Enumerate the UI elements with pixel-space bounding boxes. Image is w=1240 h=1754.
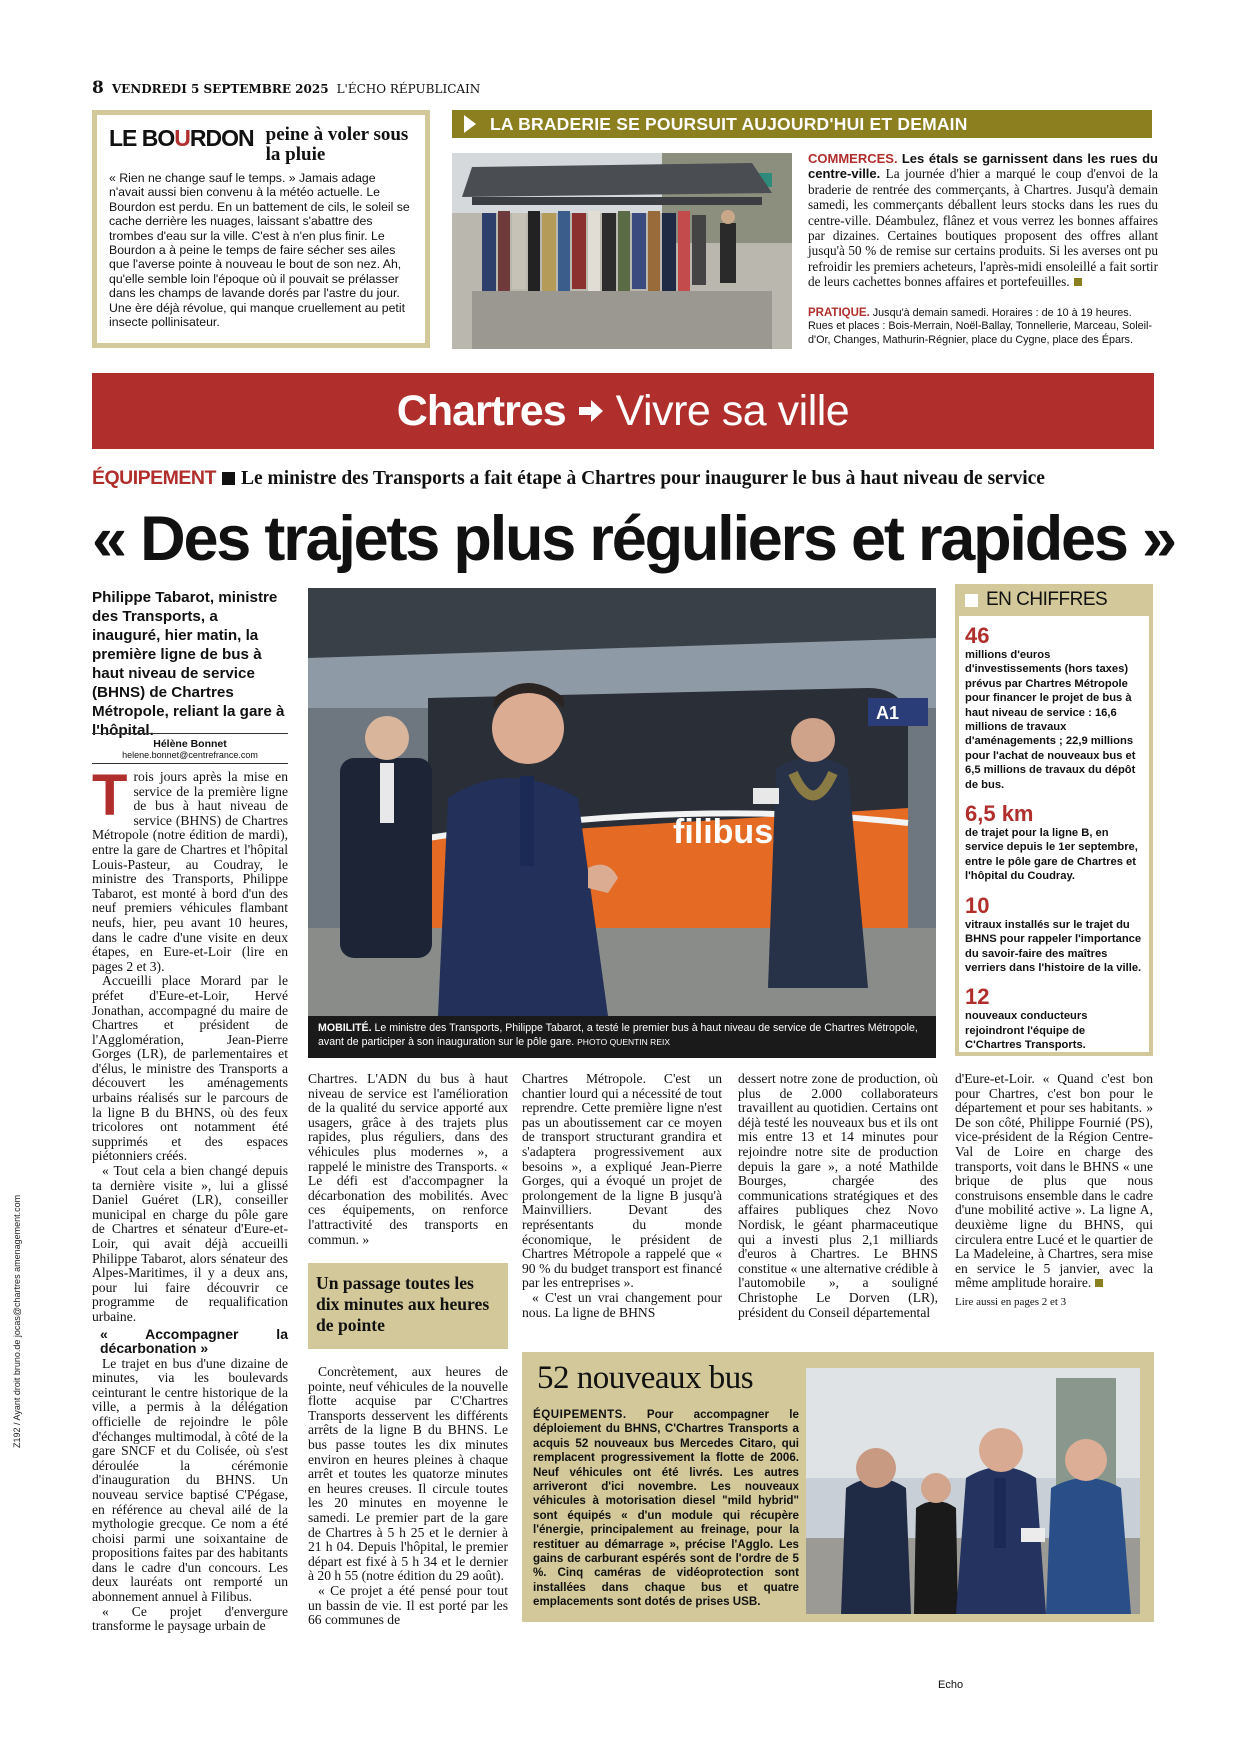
stop-sign-text: A1 bbox=[876, 703, 900, 723]
page-number: 8 bbox=[92, 78, 104, 98]
article-surtitle: Le ministre des Transports a fait étape à Chartres pour inaugurer le bus à haut niveau de service bbox=[240, 467, 1045, 489]
braderie-kicker: COMMERCES. bbox=[808, 151, 898, 166]
article-column-2-top bbox=[308, 1072, 508, 1247]
key-figure bbox=[959, 894, 1149, 976]
article-column-5 bbox=[955, 1072, 1153, 1310]
end-square-icon bbox=[1095, 1279, 1103, 1287]
article-chapo: Philippe Tabarot, ministre des Transports, a inauguré, hier matin, la première ligne de bus à haut niveau de service (BHNS) de Chartres Métropole, reliant la gare à l'hôpital. bbox=[92, 589, 285, 739]
edition-footer: Echo bbox=[938, 1679, 964, 1691]
caption-text: Le ministre des Transports, Philippe Tabarot, a testé le premier bus à haut niveau de service de Chartres Métropole, avant de participer à son inauguration sur le pôle gare. bbox=[318, 1022, 918, 1048]
paragraph: Chartres Métropole. C'est un chantier lourd qui a nécessité de tout reprendre. Cette première ligne n'est pas un aboutissement car ce moyen de transport structurant grandira et s'adaptera progressivement aux besoins », a expliqué Jean-Pierre Gorges, qui a évoqué un projet de prolongement de la ligne B jusqu'à Mainvilliers. Devant des représentants du monde économique, le président de Chartres Métropole a rappelé que « 90 % du budget transport est financé par les entreprises ». bbox=[522, 1071, 722, 1291]
article-headline: « Des trajets plus réguliers et rapides » bbox=[92, 504, 1175, 574]
figure-value: 10 bbox=[965, 892, 990, 918]
paragraph: Concrètement, aux heures de pointe, neuf véhicules de la nouvelle flotte acquise par C'Chartres Transports desservent les différents arrêts de la ligne B du BHNS. Le bus passe toutes les dix minutes environ en heures pleines à chaque arrêt et toutes les quatorze minutes en heures creuses. Il circule toutes les 20 minutes en moyenne le samedi. Le premier part de la gare de Chartres à 5 h 25 et le dernier à 21 h 04. Depuis l'hôpital, le premier départ est fixé à 5 h 34 et le dernier à 20 h 55 (notre édition du 29 août). bbox=[308, 1364, 508, 1584]
author-name: Hélène Bonnet bbox=[153, 738, 227, 750]
photo-credit: PHOTO QUENTIN REIX bbox=[577, 1036, 671, 1047]
new-buses-title: 52 nouveaux bus bbox=[537, 1360, 754, 1396]
paragraph: « Tout cela a bien changé depuis ta dernière visite », lui a glissé Daniel Guéret (LR), conseiller municipal en charge du pôle gare de Chartres et sénateur d'Eure-et-Loir, qui avait déjà accueilli Philippe Tabarot, alors sénateur des Alpes-Maritimes, il y a deux ans, pour lui faire découvrir ce programme de requalification urbaine. bbox=[92, 1163, 288, 1324]
article-column-4 bbox=[738, 1072, 938, 1320]
key-figures-box bbox=[955, 584, 1153, 1056]
paragraph: Le trajet en bus d'une dizaine de minutes, via les boulevards ceinturant le centre historique de la ville, a permis à la délégation officielle de rejoindre le pôle d'échanges multimodal, à côté de la gare SNCF et du Colisée, où s'est déroulée la cérémonie d'inauguration du BHNS. Un nouveau service baptisé C'Pégase, en référence au cheval ailé de la mythologie grecque. Ce nom a été choisi parmi une soixantaine de propositions faites par des habitants dans le cadre d'un concours. Les deux lauréats ont remporté un abonnement annuel à Filibus. bbox=[92, 1355, 288, 1605]
author-block bbox=[92, 733, 288, 764]
pull-quote: Un passage toutes les dix minutes aux heures de pointe bbox=[308, 1263, 508, 1349]
figure-text: millions d'euros d'investissements (hors taxes) prévus par Chartres Métropole pour financer le projet de bus à haut niveau de service : 16,6 millions de travaux d'aménagements ; 22,9 millions pour l'achat de nouveaux bus et 6,5 millions de travaux du dépôt de bus. bbox=[965, 649, 1136, 791]
paragraph: rois jours après la mise en service de la première ligne de bus à haut niveau de service (BHNS) de Chartres Métropole (notre édition de mardi), entre la gare de Chartres et l'hôpital Louis-Pasteur, au Coudray, le ministre des Transports, Philippe Tabarot, est monté à bord d'un des neuf premiers véhicules flambant neufs, hier, peu avant 10 heures, dans le cadre d'une visite en deux étapes, en Eure-et-Loir (lire en pages 2 et 3). bbox=[92, 769, 288, 974]
main-photo bbox=[308, 588, 936, 1016]
article-subhead: « Accompagner la décarbonation » bbox=[100, 1325, 288, 1356]
figure-value: 46 bbox=[965, 623, 990, 648]
braderie-title-bar bbox=[452, 110, 1152, 138]
bus-brand: filibus bbox=[673, 813, 774, 851]
see-also: Lire aussi en pages 2 et 3 bbox=[955, 1295, 1067, 1308]
officials-photo bbox=[806, 1368, 1140, 1614]
author-email: helene.bonnet@centrefrance.com bbox=[92, 750, 288, 764]
paragraph: d'Eure-et-Loir. « Quand c'est bon pour Chartres, c'est bon pour le département et pour ses habitants. » De son côté, Philippe Fournié (PS), vice-président de la Région Centre-Val de Loire en charge des transports, voit dans le BHNS « une brique de plus que nous construisons ensemble dans le cadre d'une mobilité active ». La ligne A, deuxième ligne du BHNS, qui circulera entre Lucé et le quartier de La Madeleine, à Chartres, sera mise en service le 5 janvier, avec la même amplitude horaire. bbox=[955, 1071, 1153, 1291]
section-banner bbox=[92, 373, 1154, 449]
caption-kicker: MOBILITÉ. bbox=[318, 1022, 372, 1034]
new-buses-body: Pour accompagner le déploiement du BHNS, C'Chartres Transports a acquis 52 nouveaux bus Mercedes Citaro, qui remplacent progressivement la flotte de 2006. Neuf véhicules ont été livrés. Les autres arriveront d'ici novembre. Les nouveaux véhicules à motorisation diesel "mild hybrid" sont équipés « d'un module qui récupère l'énergie, principalement au freinage, pour la restituer au démarrage », précise l'Agglo. Les gains de carburant espérés sont de l'ordre de 5 %. Cinq caméras de vidéoprotection sont installées dans chaque bus et quatre emplacements sont dotés de prises USB. bbox=[533, 1408, 799, 1609]
article-kicker: ÉQUIPEMENT bbox=[92, 467, 216, 489]
section-city: Chartres bbox=[396, 386, 566, 435]
pratique-kicker: PRATIQUE. bbox=[808, 307, 870, 319]
new-buses-text bbox=[533, 1408, 799, 1610]
paragraph: « Ce projet d'envergure transforme le paysage urbain de bbox=[92, 1603, 288, 1634]
bourdon-title: LE BOURDON bbox=[109, 125, 254, 151]
page-folio bbox=[92, 78, 480, 98]
braderie-pratique bbox=[808, 307, 1158, 347]
end-square-icon bbox=[1074, 278, 1082, 286]
key-figure bbox=[959, 802, 1149, 884]
new-buses-kicker: ÉQUIPEMENTS. bbox=[533, 1408, 627, 1421]
article-surtitle-line bbox=[92, 467, 1154, 490]
figure-value: 6,5 km bbox=[965, 801, 1034, 827]
pratique-text: Jusqu'à demain samedi. Horaires : de 10 à 19 heures. Rues et places : Bois-Merrain, Noël-Ballay, Tonnellerie, Marceau, Soleil-d'Or, Changes, Mathurin-Régnier, place du Cygne, place des Épars. bbox=[808, 307, 1153, 346]
square-icon bbox=[222, 472, 235, 485]
drop-cap: T bbox=[92, 763, 128, 828]
bourdon-subtitle: peine à voler sous la pluie bbox=[265, 124, 409, 165]
key-figures-title: EN CHIFFRES bbox=[986, 589, 1108, 610]
arrow-right-icon bbox=[464, 115, 476, 133]
figure-text: de trajet pour la ligne B, en service depuis le 1er septembre, entre le pôle gare de Chartres et l'hôpital du Coudray. bbox=[965, 827, 1138, 883]
paragraph: « C'est un vrai changement pour nous. La ligne de BHNS bbox=[522, 1289, 722, 1320]
braderie-lead: Les étals se garnissent dans les rues du centre-ville. bbox=[808, 151, 1158, 182]
arrow-right-icon bbox=[576, 396, 606, 426]
figure-text: nouveaux conducteurs rejoindront l'équipe de C'Chartres Transports. bbox=[965, 1010, 1088, 1052]
section-name: Vivre sa ville bbox=[615, 386, 850, 435]
square-icon bbox=[965, 594, 978, 607]
figure-value: 12 bbox=[965, 984, 990, 1010]
braderie-title: LA BRADERIE SE POURSUIT AUJOURD'HUI ET DEMAIN bbox=[490, 113, 968, 134]
braderie-body: La journée d'hier a marqué le coup d'envoi de la braderie de rentrée des commerçants, à Chartres. Jusqu'à demain samedi, les commerçants déballent leurs stocks dans les rues du centre-ville. Déambulez, flânez et vous verrez les bonnes affaires par dizaines. Certaines boutiques proposent des offres allant jusqu'à 50 % de remise sur certains produits. Si les averses ont pu refroidir les premiers acheteurs, l'après-midi ensoleillé a fait sortir de leurs cachettes bonnes affaires et portefeuilles. bbox=[808, 166, 1158, 290]
paragraph: Chartres. L'ADN du bus à haut niveau de service est l'amélioration de la qualité du service apporté aux usagers, grâce à des trajets plus rapides, plus réguliers, dans des véhicules plus modernes », a rappelé le ministre des Transports. « Le défi est d'accompagner la décarbonation des mobilités. Avec ces équipements, on renforce l'attractivité des transports en commun. » bbox=[308, 1071, 508, 1247]
bourdon-column bbox=[92, 110, 430, 348]
paper-name: L'ÉCHO RÉPUBLICAIN bbox=[336, 82, 481, 96]
bourdon-text: « Rien ne change sauf le temps. » Jamais adage n'avait aussi bien convenu à la météo actuelle. Le Bourdon est perdu. En un battement de cils, le soleil se cache derrière les nuages, laissant s'abattre des trombes d'eau sur la ville. C'est à n'en plus finir. Le Bourdon a à peine le temps de faire sécher ses ailes que l'averse pointe à nouveau le bout de son nez. Ah, qu'elle semble loin l'époque où il pouvait se prélasser dans les champs de lavande dorés par l'astre du jour. Une ère déjà révolue, qui manque cruellement au petit insecte pollinisateur. bbox=[109, 171, 410, 330]
braderie-photo bbox=[452, 153, 792, 349]
paragraph: dessert notre zone de production, où plus de 2.000 collaborateurs travaillent au quotidien. Certains ont déjà testé les nouveaux bus et ils ont mis entre 13 et 14 minutes pour rejoindre notre site de production depuis la gare », a noté Mathilde Bourges, chargée des communications stratégiques et des affaires publiques chez Novo Nordisk, le géant pharmaceutique qui a investi plus 2,1 milliards d'euros à Chartres. Le BHNS constitue « une alternative crédible à l'automobile », a souligné Christophe Le Dorven (LR), président du Conseil départemental bbox=[738, 1071, 938, 1320]
key-figure bbox=[959, 985, 1149, 1052]
issue-date: VENDREDI 5 SEPTEMBRE 2025 bbox=[111, 82, 329, 96]
article-column-1 bbox=[92, 763, 288, 1634]
key-figure bbox=[959, 624, 1149, 792]
main-photo-caption bbox=[308, 1016, 936, 1058]
article-column-2-bottom bbox=[308, 1365, 508, 1628]
braderie-article bbox=[808, 151, 1158, 290]
paragraph: Accueilli place Morard par le préfet d'Eure-et-Loir, Hervé Jonathan, accompagné du maire de Chartres et président de l'Agglomération, Jean-Pierre Gorges (LR), de parlementaires et d'élus, le ministre des Transports a découvert les aménagements urbains réalisés sur le parcours de la ligne B du BHNS, où des feux tricolores ont notamment été supprimés et des espaces piétonniers créés. bbox=[92, 973, 288, 1164]
rights-margin-text: Z192 / Ayant droit bruno.de jocas@chartres amenagement.com bbox=[12, 1194, 22, 1448]
paragraph: « Ce projet a été pensé pour tout un bassin de vie. Il est porté par les 66 communes de bbox=[308, 1582, 508, 1628]
article-column-3 bbox=[522, 1072, 722, 1320]
figure-text: vitraux installés sur le trajet du BHNS pour rappeler l'importance du savoir-faire des maîtres verriers dans l'histoire de la ville. bbox=[965, 918, 1142, 974]
